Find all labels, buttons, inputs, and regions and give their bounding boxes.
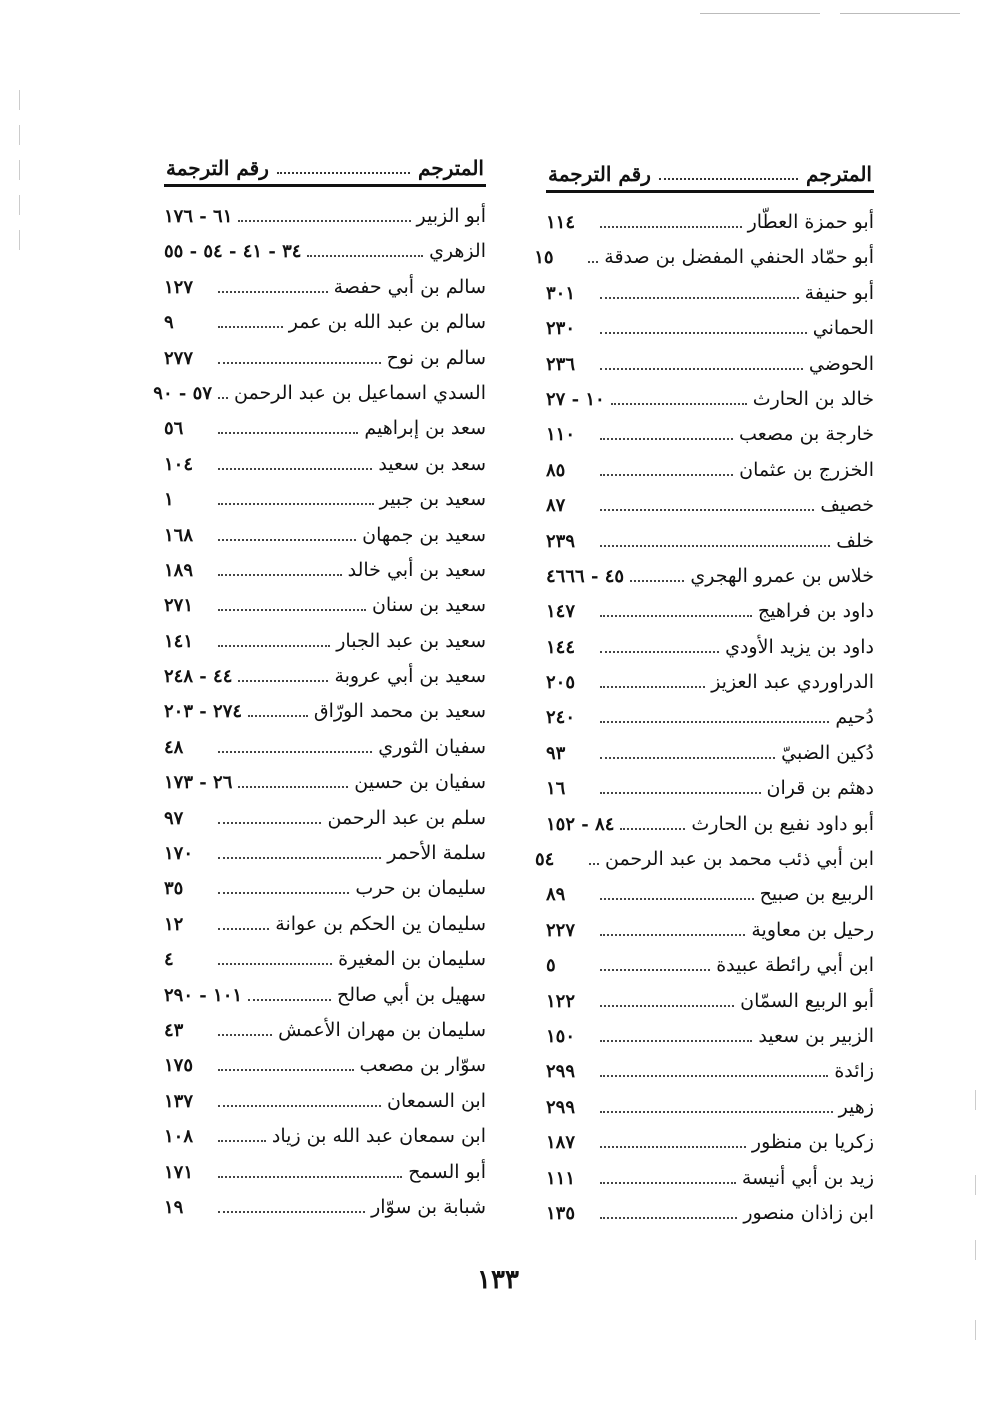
entry-number: ١٥ bbox=[534, 247, 554, 269]
left-index-column bbox=[153, 142, 486, 1231]
entry-name: خلاس بن عمرو الهجري bbox=[690, 564, 874, 587]
leader-dots bbox=[600, 1075, 828, 1077]
entry-name: خلف bbox=[836, 529, 874, 552]
entry-number: ١٠٤ bbox=[164, 453, 194, 475]
index-entry bbox=[164, 807, 486, 842]
leader-dots bbox=[218, 326, 283, 328]
entry-name: شبابة بن سوّار bbox=[371, 1195, 486, 1218]
entry-number: ١٤١ bbox=[164, 630, 194, 652]
entry-number: ١٢٢ bbox=[546, 990, 576, 1012]
entry-number: ٥ bbox=[546, 955, 556, 977]
entry-number: ٢٤٠ bbox=[546, 707, 576, 729]
entry-number: ٩٧ bbox=[164, 807, 184, 829]
entry-number: ٣٥ bbox=[164, 878, 184, 900]
entry-number: ٦١ - ١٧٦ bbox=[164, 206, 233, 227]
entry-name: الحماني bbox=[812, 317, 874, 340]
entry-number: ١٨٩ bbox=[164, 559, 194, 581]
entry-number: ١٥٠ bbox=[546, 1025, 576, 1047]
entry-name: زكريا بن منظور bbox=[751, 1131, 874, 1154]
entry-number: ١٧٠ bbox=[164, 843, 194, 865]
index-entry bbox=[546, 671, 874, 706]
entry-number: ٢٩٩ bbox=[546, 1096, 576, 1118]
header-number-label: رقم الترجمة bbox=[166, 156, 269, 180]
entry-number: ٢٧٧ bbox=[164, 347, 194, 369]
scan-artifact-line bbox=[700, 13, 820, 14]
entry-number: ٤٨ bbox=[164, 736, 184, 758]
index-entry bbox=[546, 1096, 874, 1131]
index-entry bbox=[546, 954, 874, 989]
index-entry bbox=[546, 813, 874, 848]
leader-dots bbox=[600, 297, 799, 299]
entry-name: الزهري bbox=[429, 240, 486, 263]
index-entry bbox=[546, 317, 874, 352]
entry-name: سعيد بن أبي خالد bbox=[347, 558, 486, 581]
index-entry bbox=[546, 706, 874, 741]
leader-dots bbox=[600, 1182, 736, 1184]
leader-dots bbox=[600, 368, 803, 370]
entry-name: خالد بن الحارث bbox=[752, 387, 874, 410]
entry-name: زائدة bbox=[834, 1060, 874, 1083]
leader-dots bbox=[218, 291, 328, 293]
leader-dots bbox=[218, 1140, 266, 1142]
leader-dots bbox=[238, 786, 348, 788]
scan-margin-mark bbox=[19, 195, 20, 215]
index-entry bbox=[164, 594, 486, 629]
entry-number: ١٣٥ bbox=[546, 1202, 576, 1224]
leader-dots bbox=[600, 332, 807, 334]
index-entry bbox=[164, 347, 486, 382]
leader-dots bbox=[307, 255, 423, 257]
entry-name: رحيل بن معاوية bbox=[751, 918, 874, 941]
index-entry bbox=[546, 990, 874, 1025]
index-entry bbox=[546, 742, 874, 777]
scan-margin-mark bbox=[19, 90, 20, 110]
index-entry bbox=[164, 877, 486, 912]
leader-dots bbox=[600, 545, 830, 547]
index-entry bbox=[164, 1161, 486, 1196]
leader-dots bbox=[600, 226, 742, 228]
index-entry bbox=[546, 565, 874, 600]
entry-number: ٣٤ - ٤١ - ٥٤ - ٥٥ bbox=[164, 241, 302, 263]
right-index-column bbox=[534, 148, 874, 1237]
entry-name: الخزرج بن عثمان bbox=[739, 458, 874, 481]
leader-dots bbox=[218, 857, 381, 859]
entry-name: أبو الربيع السمّان bbox=[740, 989, 874, 1012]
leader-dots bbox=[218, 963, 332, 965]
entry-number: ١٤٧ bbox=[546, 601, 576, 623]
entry-name: سوّار بن مصعب bbox=[359, 1054, 486, 1077]
entry-name: داود بن يزيد الأودي bbox=[725, 635, 874, 658]
index-entry bbox=[546, 883, 874, 918]
index-entry bbox=[546, 494, 874, 529]
index-entry bbox=[164, 913, 486, 948]
leader-dots bbox=[218, 1176, 402, 1178]
index-entry bbox=[164, 1090, 486, 1125]
index-entry bbox=[546, 919, 874, 954]
index-entry bbox=[546, 353, 874, 388]
leader-dots bbox=[218, 362, 381, 364]
index-entry bbox=[164, 1054, 486, 1089]
leader-dots bbox=[248, 715, 308, 717]
entry-name: السدي اسماعيل بن عبد الرحمن bbox=[234, 381, 486, 404]
entry-number: ٥٤ bbox=[534, 849, 555, 871]
entry-number: ١٤٤ bbox=[546, 636, 576, 658]
entry-number: ١٧١ bbox=[164, 1161, 194, 1183]
leader-dots bbox=[600, 721, 829, 723]
entry-name: داود بن فراهيج bbox=[757, 600, 874, 623]
index-entry bbox=[546, 636, 874, 671]
leader-dots bbox=[589, 863, 599, 865]
leader-dots bbox=[218, 892, 349, 894]
leader-dots bbox=[218, 751, 372, 753]
index-entry bbox=[546, 282, 874, 317]
index-entry bbox=[164, 311, 486, 346]
entry-name: دهثم بن قران bbox=[766, 777, 874, 800]
index-entry bbox=[164, 842, 486, 877]
index-entry bbox=[164, 948, 486, 983]
leader-dots bbox=[218, 1211, 365, 1213]
leader-dots bbox=[600, 792, 761, 794]
index-entry bbox=[164, 771, 486, 806]
index-entry bbox=[164, 700, 486, 735]
entry-name: الربيع بن صبيح bbox=[759, 883, 874, 906]
entry-number: ٨٤ - ١٥٢ bbox=[546, 813, 615, 835]
entry-number: ٩٣ bbox=[546, 742, 566, 764]
leader-dots bbox=[600, 438, 733, 440]
entry-name: سفيان بن حسين bbox=[354, 771, 486, 794]
entry-name: سهيل بن أبي صالح bbox=[336, 983, 486, 1006]
entry-name: سفيان الثوري bbox=[378, 735, 486, 758]
entry-number: ٨٥ bbox=[546, 459, 566, 481]
entry-name: دُحيم bbox=[835, 706, 874, 729]
entry-number: ١٢ bbox=[164, 913, 184, 935]
entry-name: سليمان ين الحكم بن عوانة bbox=[275, 912, 486, 935]
index-entry bbox=[164, 1125, 486, 1160]
leader-dots bbox=[218, 928, 269, 930]
entry-name: سلم بن عبد الرحمن bbox=[327, 806, 486, 829]
leader-dots bbox=[600, 934, 745, 936]
entry-name: سعيد بن سنان bbox=[371, 594, 486, 617]
index-entry-list bbox=[534, 211, 874, 1237]
entry-number: ٥٧ - ٩٠ bbox=[153, 382, 212, 404]
index-entry bbox=[164, 488, 486, 523]
index-entry bbox=[164, 736, 486, 771]
page-number: ١٣٣ bbox=[477, 1265, 519, 1295]
index-entry bbox=[164, 665, 486, 700]
entry-name: سعيد بن أبي عروبة bbox=[334, 665, 486, 688]
entry-number: ١٢٧ bbox=[164, 276, 194, 298]
leader-dots bbox=[600, 1146, 746, 1148]
entry-name: الزبير بن سعيد bbox=[758, 1024, 874, 1047]
entry-number: ١٣٧ bbox=[164, 1090, 194, 1112]
entry-number: ٤٥ - ٤٦٦٦ bbox=[546, 565, 625, 587]
entry-number: ٤ bbox=[164, 949, 174, 971]
header-leader-dots bbox=[659, 178, 798, 180]
column-header bbox=[546, 148, 874, 193]
leader-dots bbox=[588, 261, 598, 263]
entry-name: سعيد بن محمد الورّاق bbox=[313, 700, 486, 723]
leader-dots bbox=[600, 898, 754, 900]
entry-name: أبو داود نفيع بن الحارث bbox=[691, 812, 874, 835]
entry-number: ٢٦ - ١٧٣ bbox=[164, 772, 233, 794]
scan-margin-mark bbox=[975, 1320, 976, 1340]
leader-dots bbox=[218, 645, 330, 647]
leader-dots bbox=[248, 999, 331, 1001]
entry-name: زهير bbox=[838, 1095, 874, 1118]
entry-number: ٤٣ bbox=[164, 1019, 184, 1041]
column-header bbox=[164, 142, 486, 187]
leader-dots bbox=[218, 1069, 354, 1071]
leader-dots bbox=[600, 615, 752, 617]
index-entry bbox=[164, 453, 486, 488]
leader-dots bbox=[218, 468, 372, 470]
entry-name: سعيد بن عبد الجبار bbox=[336, 629, 486, 652]
index-entry bbox=[546, 388, 874, 423]
entry-number: ١٦ bbox=[546, 778, 566, 800]
leader-dots bbox=[600, 686, 705, 688]
header-leader-dots bbox=[277, 172, 410, 174]
entry-name: سعيد بن جمهان bbox=[362, 523, 486, 546]
index-entry bbox=[546, 1167, 874, 1202]
index-entry bbox=[546, 1060, 874, 1095]
entry-number: ١٠٨ bbox=[164, 1126, 194, 1148]
entry-number: ٢٣٩ bbox=[546, 530, 576, 552]
entry-number: ١٧٥ bbox=[164, 1055, 194, 1077]
entry-name: سعد بن إبراهيم bbox=[364, 417, 486, 440]
entry-number: ٢٠٥ bbox=[546, 672, 576, 694]
index-entry bbox=[546, 530, 874, 565]
index-entry bbox=[546, 777, 874, 812]
leader-dots bbox=[218, 432, 358, 434]
leader-dots bbox=[238, 220, 410, 222]
index-entry bbox=[164, 524, 486, 559]
leader-dots bbox=[218, 539, 356, 541]
entry-name: سليمان بن المغيرة bbox=[338, 948, 486, 971]
leader-dots bbox=[600, 651, 719, 653]
entry-number: ٣٠١ bbox=[546, 282, 576, 304]
index-entry bbox=[164, 559, 486, 594]
entry-number: ١١٠ bbox=[546, 424, 576, 446]
scan-margin-mark bbox=[19, 160, 20, 180]
leader-dots bbox=[600, 969, 710, 971]
entry-name: سليمان بن مهران الأعمش bbox=[278, 1018, 486, 1041]
index-entry bbox=[164, 240, 486, 275]
entry-name: زيد بن أبي أنيسة bbox=[741, 1166, 874, 1189]
header-translated-label: المترجم bbox=[418, 156, 484, 180]
leader-dots bbox=[218, 503, 374, 505]
index-entry bbox=[164, 417, 486, 452]
entry-number: ٨٧ bbox=[546, 495, 566, 517]
leader-dots bbox=[600, 1111, 833, 1113]
leader-dots bbox=[611, 403, 747, 405]
index-entry bbox=[546, 423, 874, 458]
entry-number: ٨٩ bbox=[546, 884, 566, 906]
entry-name: سالم بن أبي حفصة bbox=[333, 275, 486, 298]
entry-name: سليمان بن حرب bbox=[355, 877, 486, 900]
leader-dots bbox=[600, 1040, 752, 1042]
entry-name: سلمة الأحمر bbox=[387, 842, 486, 865]
entry-name: أبو حنيفة bbox=[804, 281, 874, 304]
index-entry-list bbox=[153, 205, 486, 1231]
leader-dots bbox=[218, 822, 321, 824]
scan-margin-mark bbox=[975, 1090, 976, 1110]
leader-dots bbox=[620, 828, 685, 830]
entry-number: ٢٧٤ - ٢٠٣ bbox=[164, 701, 243, 723]
leader-dots bbox=[218, 1105, 381, 1107]
entry-number: ١٩ bbox=[164, 1196, 184, 1218]
index-entry bbox=[164, 630, 486, 665]
entry-name: أبو الزبير bbox=[416, 205, 486, 227]
leader-dots bbox=[630, 580, 684, 582]
entry-name: أبو السمح bbox=[408, 1160, 486, 1183]
header-translated-label: المترجم bbox=[806, 162, 872, 186]
entry-number: ١٦٨ bbox=[164, 524, 194, 546]
entry-name: أبو حمّاد الحنفي المفضل بن صدقة bbox=[604, 246, 874, 269]
entry-number: ٢٣٠ bbox=[546, 318, 576, 340]
entry-name: ابن السمعان bbox=[387, 1089, 486, 1112]
index-entry bbox=[164, 984, 486, 1019]
entry-number: ١١٤ bbox=[546, 212, 576, 233]
entry-name: سالم بن نوح bbox=[386, 346, 486, 369]
entry-number: ٢٩٩ bbox=[546, 1061, 576, 1083]
entry-name: سعد بن سعيد bbox=[378, 452, 486, 475]
entry-name: دُكين الضبيّ bbox=[781, 741, 874, 764]
entry-number: ٢٣٦ bbox=[546, 353, 576, 375]
entry-number: ٩ bbox=[164, 312, 174, 334]
leader-dots bbox=[600, 757, 775, 759]
entry-name: الدراوردي عبد العزيز bbox=[711, 671, 874, 694]
entry-name: سعيد بن جبير bbox=[379, 488, 486, 511]
entry-name: ابن أبي رائطة عبيدة bbox=[716, 954, 874, 977]
entry-number: ٢٧١ bbox=[164, 595, 194, 617]
leader-dots bbox=[218, 574, 342, 576]
index-entry bbox=[546, 211, 874, 246]
index-entry bbox=[546, 1131, 874, 1166]
scan-margin-mark bbox=[19, 230, 20, 250]
index-entry bbox=[534, 246, 874, 281]
leader-dots bbox=[218, 1034, 272, 1036]
entry-number: ٢٢٧ bbox=[546, 919, 576, 941]
index-entry bbox=[164, 276, 486, 311]
leader-dots bbox=[238, 680, 328, 682]
scan-margin-mark bbox=[975, 1240, 976, 1260]
index-entry bbox=[164, 205, 486, 240]
index-entry bbox=[546, 459, 874, 494]
entry-name: ابن سمعان عبد الله بن زياد bbox=[271, 1125, 486, 1148]
entry-number: ١ bbox=[164, 489, 174, 511]
index-entry bbox=[546, 1025, 874, 1060]
index-entry bbox=[534, 848, 874, 883]
header-number-label: رقم الترجمة bbox=[548, 162, 651, 186]
leader-dots bbox=[600, 509, 814, 511]
entry-name: ابن زاذان منصور bbox=[743, 1201, 874, 1224]
entry-name: خصيف bbox=[820, 494, 874, 517]
index-entry bbox=[164, 1196, 486, 1231]
leader-dots bbox=[600, 1217, 737, 1219]
scan-artifact-line bbox=[840, 13, 960, 14]
leader-dots bbox=[600, 474, 733, 476]
scan-margin-mark bbox=[19, 125, 20, 145]
entry-name: أبو حمزة العطّار bbox=[747, 211, 874, 233]
entry-number: ٥٦ bbox=[164, 418, 184, 440]
entry-name: سالم بن عبد الله بن عمر bbox=[288, 311, 486, 334]
entry-number: ١٠ - ٢٧ bbox=[546, 388, 605, 410]
leader-dots bbox=[218, 609, 366, 611]
entry-number: ١٨٧ bbox=[546, 1132, 576, 1154]
entry-name: الحوضي bbox=[808, 352, 874, 375]
index-entry bbox=[546, 600, 874, 635]
entry-number: ١٠١ - ٢٩٠ bbox=[164, 984, 243, 1006]
scan-margin-mark bbox=[975, 1175, 976, 1195]
entry-name: خارجة بن مصعب bbox=[739, 423, 874, 446]
index-entry bbox=[164, 1019, 486, 1054]
index-entry bbox=[546, 1202, 874, 1237]
index-entry bbox=[153, 381, 486, 417]
entry-number: ١١١ bbox=[546, 1167, 576, 1189]
entry-name: ابن أبي ذئب محمد بن عبد الرحمن bbox=[604, 848, 874, 871]
leader-dots bbox=[218, 397, 228, 399]
leader-dots bbox=[600, 1005, 734, 1007]
entry-number: ٤٤ - ٢٤٨ bbox=[164, 666, 233, 688]
